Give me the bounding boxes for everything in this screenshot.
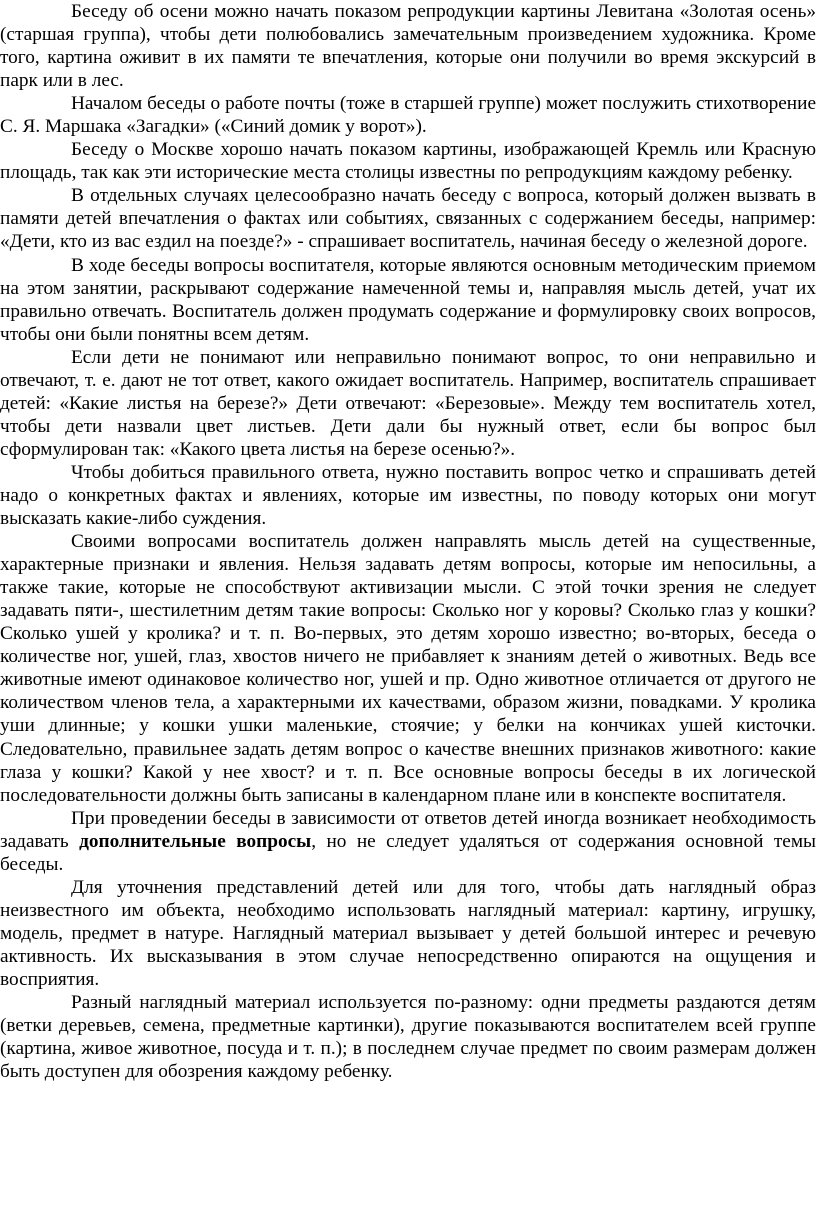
paragraph-essential-features: Своими вопросами воспитатель должен направлять мысль детей на существенные, характерные признаки и явления. Нельзя задавать детям вопросы, которые им непосильны, а также такие, которые не способствуют активизации мысли. С этой точки зрения не следует задавать пяти-, шестилетним детям такие вопросы: Сколько ног у коровы? Сколько глаз у кошки? Сколько ушей у кролика? и т. п. Во-первых, это детям хорошо известно; во-вторых, беседа о количестве ног, ушей, глаз, хвостов ничего не прибавляет к знаниям детей о животных. Ведь все животные имеют одинаковое количество ног, ушей и пр. Одно животное отличается от другого не количеством членов тела, а характерными их качествами, образом жизни, повадками. У кролика уши длинные; у кошки ушки маленькие, стоячие; у белки на кончиках ушей кисточки. Следовательно, правильнее задать детям вопрос о качестве внешних признаков животного: какие глаза у кошки? Какой у нее хвост? и т. п. Все основные вопросы беседы в их логической последовательности должны быть записаны в календарном плане или в конспекте воспитателя.	[0, 531, 816, 806]
bold-term-additional-questions: дополнительные вопросы	[79, 830, 312, 852]
paragraph-autumn-talk: Беседу об осени можно начать показом репродукции картины Левитана «Золотая осень» (старшая группа), чтобы дети полюбовались замечательным произведением художника. Кроме того, картина оживит в их памяти те впечатления, которые они получили во время экскурсий в парк или в лес.	[0, 1, 816, 92]
paragraph-clear-question: Чтобы добиться правильного ответа, нужно поставить вопрос четко и спрашивать детей надо о конкретных фактах и явлениях, которые им известны, по поводу которых они могут высказать какие-либо суждения.	[0, 461, 816, 530]
paragraph-misunderstood-question: Если дети не понимают или неправильно понимают вопрос, то они неправильно и отвечают, т. е. дают не тот ответ, какого ожидает воспитатель. Например, воспитатель спрашивает детей: «Какие листья на березе?» Дети отвечают: «Березовые». Между тем воспитатель хотел, чтобы дети назвали цвет листьев. Дети дали бы нужный ответ, если бы вопрос был сформулирован так: «Какого цвета листья на березе осенью?».	[0, 346, 816, 460]
paragraph-material-usage: Разный наглядный материал используется по-разному: одни предметы раздаются детям (ветки деревьев, семена, предметные картинки), другие показываются воспитателем всей группе (картина, живое животное, посуда и т. п.); в последнем случае предмет по своим размерам должен быть доступен для обозрения каждому ребенку.	[0, 992, 816, 1083]
paragraph-moscow-talk: Беседу о Москве хорошо начать показом картины, изображающей Кремль или Красную площадь, так как эти исторические места столицы известны по репродукциям каждому ребенку.	[0, 139, 816, 184]
paragraph-start-with-question: В отдельных случаях целесообразно начать беседу с вопроса, который должен вызвать в памяти детей впечатления о фактах или событиях, связанных с содержанием беседы, например: «Дети, кто из вас ездил на поезде?» - спрашивает воспитатель, начиная беседу о железной дороге.	[0, 185, 816, 253]
paragraph-teacher-questions: В ходе беседы вопросы воспитателя, которые являются основным методическим приемом на этом занятии, раскрывают содержание намеченной темы и, направляя мысль детей, учат их правильно отвечать. Воспитатель должен продумать содержание и формулировку своих вопросов, чтобы они были понятны всем детям.	[0, 254, 816, 345]
paragraph-post-office-talk: Началом беседы о работе почты (тоже в старшей группе) может послужить стихотворение С. Я. Маршака «Загадки» («Синий домик у ворот»).	[0, 93, 816, 138]
paragraph-additional-questions	[0, 807, 816, 876]
paragraph-additional-questions-before: При проведении беседы в зависимости от ответов детей иногда возникает необходимость задавать	[0, 807, 816, 852]
paragraph-additional-questions-after: , но не следует удаляться от содержания основной темы беседы.	[0, 830, 816, 875]
paragraph-visual-material: Для уточнения представлений детей или для того, чтобы дать наглядный образ неизвестного им объекта, необходимо использовать наглядный материал: картину, игрушку, модель, предмет в натуре. Наглядный материал вызывает у детей большой интерес и речевую активность. Их высказывания в этом случае непосредственно опираются на ощущения и восприятия.	[0, 876, 816, 990]
